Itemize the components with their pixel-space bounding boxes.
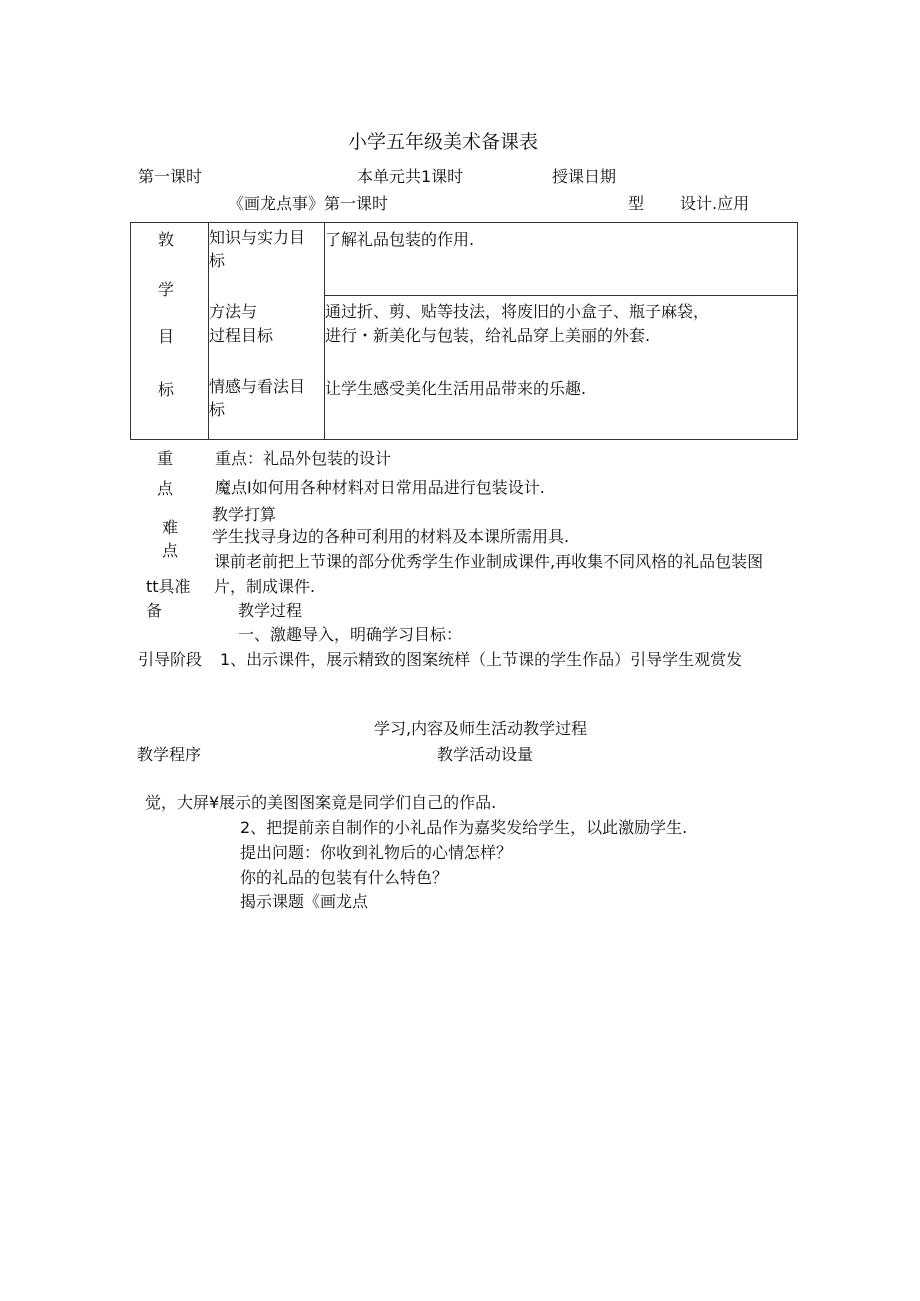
goal-content: 通过折、剪、贴等技法，将废旧的小盒子、瓶子麻袋， [325, 302, 710, 321]
continuation-line: 提出问题：你收到礼物后的心情怎样？ [240, 843, 513, 862]
goal-label: 标 [209, 400, 226, 419]
goals-side-char: 敦 [158, 230, 175, 249]
goal-label: 情感与看法目 [209, 377, 306, 396]
key-label: 点 [157, 479, 174, 498]
key-label: 重 [157, 449, 174, 468]
stage-label: 引导阶段 [138, 650, 203, 669]
goal-label: 标 [209, 251, 226, 270]
lesson-type-label: 型 [628, 194, 645, 213]
goal-label: 知识与实力目 [209, 228, 306, 247]
table-divider [324, 295, 797, 296]
goals-side-char: 标 [158, 380, 175, 399]
column-right: 教学活动设量 [437, 745, 534, 764]
goal-label: 过程目标 [209, 326, 274, 345]
prep-line: 课前老前把上节课的部分优秀学生作业制成课件,再收集不同风格的礼品包装图 [214, 552, 764, 571]
continuation-line: 觉，大屏¥展示的美图图案竟是同学们自己的作品. [145, 793, 497, 812]
unit-total: 本单元共1课时 [357, 167, 464, 186]
lesson-type-value: 设计.应用 [680, 194, 750, 213]
continuation-line: 你的礼品的包装有什么特色？ [240, 868, 449, 887]
goal-content: 让学生感受美化生活用品带来的乐趣. [325, 379, 587, 398]
key-label: 点 [162, 541, 179, 560]
goal-label: 方法与 [209, 302, 258, 321]
prep-line: 学生找寻身边的各种可利用的材料及本课所需用具. [212, 527, 570, 546]
continuation-line: 揭示课题《画龙点 [240, 892, 369, 911]
lesson-topic: 《画龙点事》第一课时 [228, 194, 389, 213]
middle-heading: 学习,内容及师生活动教学过程 [374, 719, 588, 738]
goals-side-char: 学 [158, 280, 175, 299]
continuation-line: 2、把提前亲自制作的小礼品作为嘉奖发给学生，以此激励学生. [240, 818, 688, 837]
page-title: 小学五年级美术备课表 [348, 131, 539, 153]
process-heading: 教学过程 [238, 601, 303, 620]
prep-heading: 教学打算 [212, 505, 277, 524]
column-left: 教学程序 [137, 745, 202, 764]
prep-line: 片，制成课件. [214, 577, 316, 596]
teaching-date-label: 授课日期 [552, 167, 617, 186]
goal-content: 了解礼品包装的作用. [325, 230, 475, 249]
difficulty-text: 魔点I如何用各种材料对日常用品进行包装设计. [215, 478, 545, 497]
lesson-period: 第一课时 [138, 167, 203, 186]
prep-label: tt具准 [146, 577, 191, 596]
prep-label: 备 [146, 601, 163, 620]
process-section: 一、激趣导入，明确学习目标： [238, 625, 463, 644]
process-step: 1、出示课件，展示精致的图案统样（上节课的学生作品）引导学生观赏发 [220, 650, 743, 669]
goal-content: 进行・新美化与包装，给礼品穿上美丽的外套. [325, 326, 651, 345]
key-label: 难 [162, 518, 179, 537]
focus-text: 重点：礼品外包装的设计 [215, 449, 392, 468]
goals-side-char: 目 [158, 327, 175, 346]
